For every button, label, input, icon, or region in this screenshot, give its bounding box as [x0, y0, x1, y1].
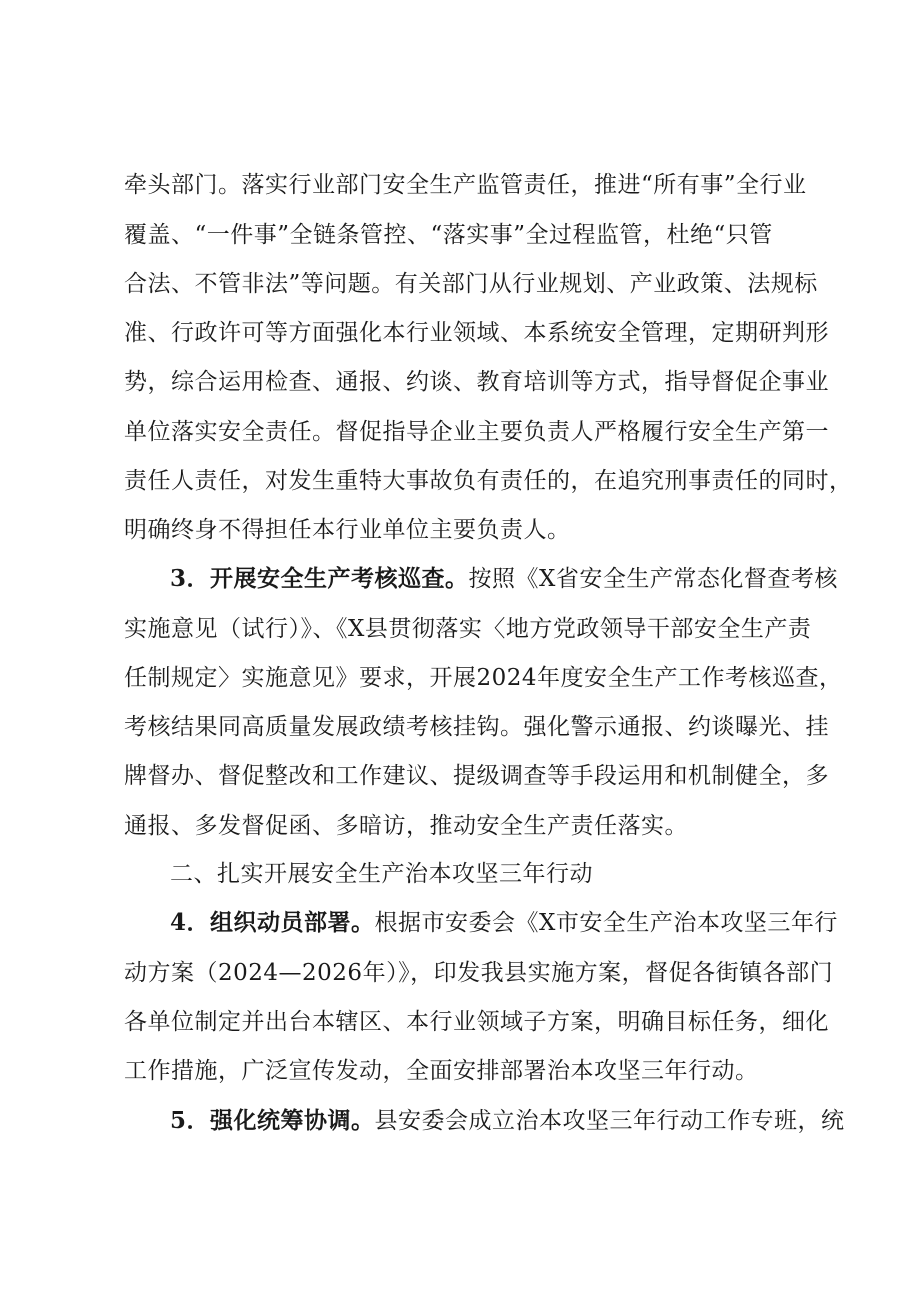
item-4-text: 根据市安委会《X市安全生产治本攻坚三年行 — [374, 910, 838, 936]
item-3-text: 按照《X省安全生产常态化督查考核 — [468, 566, 838, 592]
item-4-first-line — [170, 906, 838, 940]
paragraph-line: 牌督办、督促整改和工作建议、提级调查等手段运用和机制健全，多 — [124, 763, 829, 789]
paragraph-line: 实施意见（试行）》、《X县贯彻落实〈地方党政领导干部安全生产责 — [124, 616, 812, 642]
paragraph-line: 各单位制定并出台本辖区、本行业领域子方案，明确目标任务，细化 — [124, 1009, 829, 1035]
item-4-title: 4．组织动员部署。 — [170, 909, 375, 936]
item-3-first-line — [170, 562, 838, 596]
paragraph-line: 明确终身不得担任本行业单位主要负责人。 — [124, 517, 571, 543]
paragraph-line: 覆盖、“一件事”全链条管控、“落实事”全过程监管，杜绝“只管 — [124, 222, 773, 248]
paragraph-line: 合法、不管非法”等问题。有关部门从行业规划、产业政策、法规标 — [124, 271, 818, 297]
item-5-title: 5．强化统筹协调。 — [170, 1107, 375, 1134]
item-5-first-line — [170, 1104, 845, 1138]
paragraph-line: 牵头部门。落实行业部门安全生产监管责任，推进“所有事”全行业 — [124, 172, 807, 198]
paragraph-line: 动方案（2024—2026年）》，印发我县实施方案，督促各街镇各部门 — [124, 960, 834, 986]
paragraph-line: 势，综合运用检查、通报、约谈、教育培训等方式，指导督促企事业 — [124, 369, 829, 395]
paragraph-line: 单位落实安全责任。督促指导企业主要负责人严格履行安全生产第一 — [124, 419, 829, 445]
paragraph-line: 准、行政许可等方面强化本行业领域、本系统安全管理，定期研判形 — [124, 320, 829, 346]
paragraph-line: 通报、多发督促函、多暗访，推动安全生产责任落实。 — [124, 813, 688, 839]
paragraph-line: 任制规定〉实施意见》要求，开展2024年度安全生产工作考核巡查， — [124, 665, 843, 691]
paragraph-line: 工作措施，广泛宣传发动，全面安排部署治本攻坚三年行动。 — [124, 1058, 759, 1084]
paragraph-line: 责任人责任，对发生重特大事故负有责任的，在追究刑事责任的同时， — [124, 468, 853, 494]
paragraph-line: 考核结果同高质量发展政绩考核挂钩。强化警示通报、约谈曝光、挂 — [124, 714, 829, 740]
item-5-text: 县安委会成立治本攻坚三年行动工作专班，统 — [374, 1108, 845, 1134]
section-heading: 二、扎实开展安全生产治本攻坚三年行动 — [170, 861, 593, 887]
item-3-title: 3．开展安全生产考核巡查。 — [170, 565, 469, 592]
